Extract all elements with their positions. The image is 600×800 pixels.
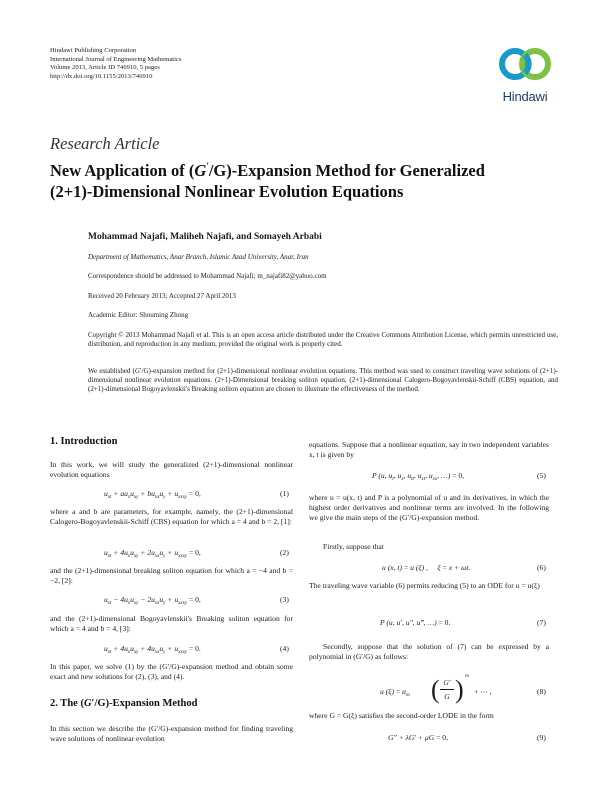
intro-paragraph-5: In this paper, we solve (1) by the (G′/G)-expansion method and obtain some exact and new solutions for (2), (3), and (4). bbox=[50, 662, 293, 682]
right-paragraph-2: where u = u(x, t) and P is a polynomial of u and its derivatives, in which the highest order derivatives and nonlinear terms are involved. In the following we give the main steps of the (G′/G)-expansion method. bbox=[309, 493, 549, 523]
intro-paragraph-4: and the (2+1)-dimensional Bogoyavlenskii's Breaking soliton equation for which a = 4 and b = 4, [3]: bbox=[50, 614, 293, 634]
equation-7: P (u, u′, u″, u‴, …) = 0. bbox=[380, 618, 451, 627]
volume-line: Volume 2013, Article ID 746910, 5 pages bbox=[50, 64, 160, 72]
journal-name-line: International Journal of Engineering Mathematics bbox=[50, 55, 182, 63]
paper-title bbox=[50, 156, 565, 202]
equation-number-3: (3) bbox=[280, 595, 289, 604]
equation-number-6: (6) bbox=[537, 563, 546, 572]
equation-number-2: (2) bbox=[280, 548, 289, 557]
right-paragraph-3: Firstly, suppose that bbox=[323, 542, 384, 551]
equation-6: u (x, t) = u (ξ) , ξ = x + ωt. bbox=[382, 563, 471, 572]
hindawi-rings-icon bbox=[493, 42, 557, 88]
equation-number-8: (8) bbox=[537, 687, 546, 696]
title-slash: / bbox=[208, 161, 214, 180]
equation-1: $u_{xt} + au_xu_{xy} + bu_{xx}u_y + u_{xxxy} = 0$, bbox=[104, 489, 201, 500]
dates: Received 20 February 2013; Accepted 27 April 2013 bbox=[88, 292, 236, 300]
equation-number-1: (1) bbox=[280, 489, 289, 498]
doi-link[interactable]: http://dx.doi.org/10.1155/2013/746910 bbox=[50, 72, 153, 80]
right-paragraph-1: equations. Suppose that a nonlinear equation, say in two independent variables x, t is given by bbox=[309, 440, 549, 460]
title-part-1: New Application of ( bbox=[50, 161, 195, 180]
correspondence[interactable]: Correspondence should be addressed to Mohammad Najafi; m_najafi82@yahoo.com bbox=[88, 272, 327, 280]
equation-number-4: (4) bbox=[280, 644, 289, 653]
right-paragraph-6: where G = G(ξ) satisfies the second-order LODE in the form bbox=[309, 711, 494, 720]
right-paragraph-4: The traveling wave variable (6) permits reducing (5) to an ODE for u = u(ξ) bbox=[309, 581, 540, 590]
intro-paragraph-3: and the (2+1)-dimensional breaking soliton equation for which a = −4 and b = −2, [2]: bbox=[50, 566, 293, 586]
equation-5: P (u, $u_t$, $u_x$, $u_{tt}$, $u_{xt}$, $u_{xx}$, …) = 0, bbox=[372, 471, 465, 482]
affiliation: Department of Mathematics, Anar Branch, Islamic Azad University, Anar, Iran bbox=[88, 253, 309, 261]
equation-9: G″ + λG′ + μG = 0, bbox=[388, 733, 449, 742]
equation-number-9: (9) bbox=[537, 733, 546, 742]
hindawi-logo[interactable] bbox=[493, 42, 557, 108]
title-line-2: (2+1)-Dimensional Nonlinear Evolution Equations bbox=[50, 182, 404, 201]
section-2-heading: 2. The (G′/G)-Expansion Method bbox=[50, 698, 198, 709]
title-part-2: G)-Expansion Method for Generalized bbox=[213, 161, 485, 180]
intro-paragraph-1: In this work, we will study the generalized (2+1)-dimensional nonlinear evolution equations bbox=[50, 460, 293, 480]
equation-4: $u_{xt} + 4u_xu_{xy} + 4u_{xx}u_y + u_{xxxy} = 0$. bbox=[104, 644, 201, 655]
intro-paragraph-2: where a and b are parameters, for example, namely, the (2+1)-dimensional Calogero-Bogoyavlenskii-Schiff (CBS) equation for which a = 4 and b = 2, [1]: bbox=[50, 507, 293, 527]
abstract: We established (G′/G)-expansion method for (2+1)-dimensional nonlinear evolution equations. This method was used to construct traveling wave solutions of (2+1)-dimensional nonlinear evolution equations. (2+1)-Dimensional breaking soliton equation, (2+1)-dimensional Calogero-Bogoyavlenskii-Schiff (CBS) equation, and (2+1)-dimensional Bogoyavlenskii's Breaking soliton equation are chosen to illustrate the effectiveness of the method. bbox=[88, 367, 558, 393]
equation-3: $u_{xt} - 4u_xu_{xy} - 2u_{xx}u_y + u_{xxxy} = 0$, bbox=[104, 595, 201, 606]
publisher-line: Hindawi Publishing Corporation bbox=[50, 47, 137, 54]
method-paragraph-1: In this section we describe the (G′/G)-expansion method for finding traveling wave solutions of nonlinear evolution bbox=[50, 724, 293, 744]
title-g-prime: G′ bbox=[194, 161, 209, 180]
right-paragraph-5: Secondly, suppose that the solution of (7) can be expressed by a polynomial in (G′/G) as follows: bbox=[309, 642, 549, 662]
equation-number-5: (5) bbox=[537, 471, 546, 480]
section-1-heading: 1. Introduction bbox=[50, 436, 118, 447]
equation-8: u $(\xi) = \alpha_m$ ( G′ G ) m + ⋯ , bbox=[380, 673, 492, 704]
logo-text: Hindawi bbox=[502, 89, 548, 104]
equation-number-7: (7) bbox=[537, 618, 546, 627]
authors: Mohammad Najafi, Maliheh Najafi, and Somayeh Arbabi bbox=[88, 232, 322, 242]
journal-header bbox=[50, 47, 181, 81]
copyright: Copyright © 2013 Mohammad Najafi et al. This is an open access article distributed under the Creative Commons Attribution License, which permits unrestricted use, distribution, and reproduction in any medium, provided the original work is properly cited. bbox=[88, 331, 558, 348]
article-type: Research Article bbox=[50, 134, 160, 153]
equation-2: $u_{xt} + 4u_xu_{xy} + 2u_{xx}u_y + u_{xxxy} = 0$, bbox=[104, 548, 201, 559]
academic-editor: Academic Editor: Shouming Zhong bbox=[88, 311, 189, 319]
